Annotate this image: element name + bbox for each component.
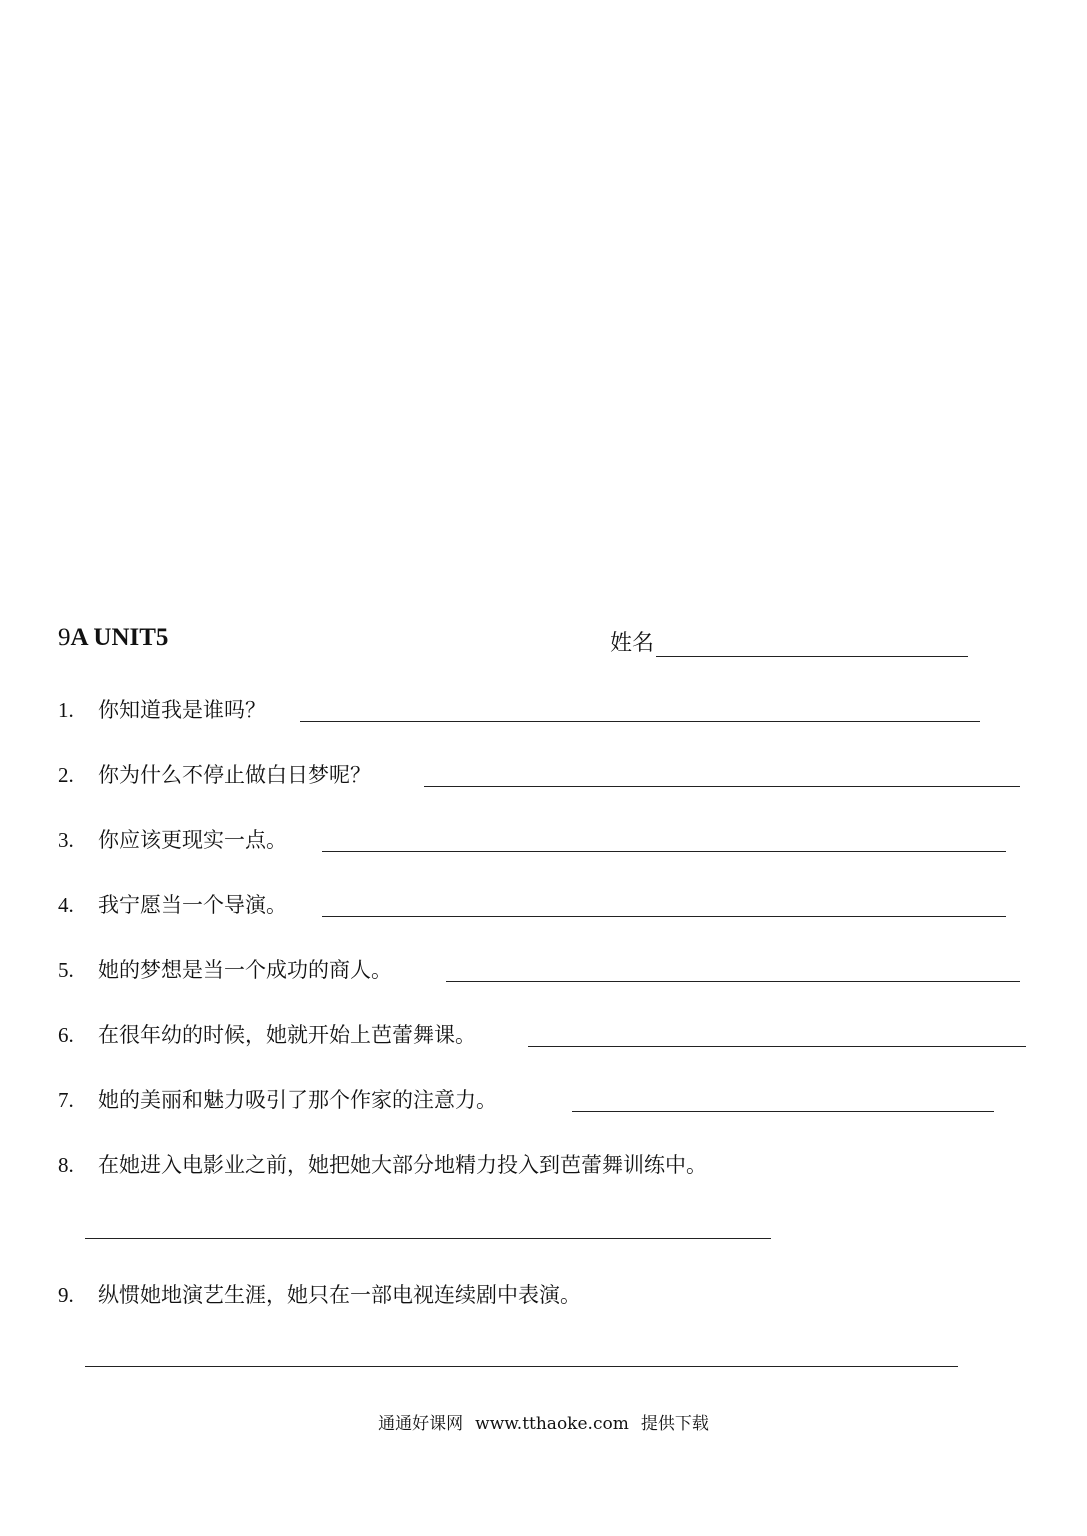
answer-blank-1[interactable]	[300, 721, 980, 722]
question-4	[58, 889, 287, 925]
footer-site-name: 通通好课网	[378, 1414, 464, 1434]
name-field	[610, 626, 968, 657]
question-text: 我宁愿当一个导演。	[98, 893, 287, 917]
question-6	[58, 1019, 476, 1055]
question-text: 你为什么不停止做白日梦呢？	[98, 763, 371, 787]
question-number: 6.	[58, 1023, 74, 1047]
question-2	[58, 759, 371, 795]
question-number: 9.	[58, 1283, 74, 1307]
question-1	[58, 694, 266, 730]
question-number: 3.	[58, 828, 74, 852]
question-7	[58, 1084, 497, 1120]
footer	[0, 1409, 1087, 1434]
answer-blank-7[interactable]	[572, 1111, 994, 1112]
question-text: 她的梦想是当一个成功的商人。	[98, 958, 392, 982]
question-text: 在很年幼的时候，她就开始上芭蕾舞课。	[98, 1023, 476, 1047]
answer-blank-3[interactable]	[322, 851, 1006, 852]
question-text: 在她进入电影业之前，她把她大部分地精力投入到芭蕾舞训练中。	[98, 1153, 707, 1177]
question-9	[58, 1279, 581, 1315]
name-blank-line[interactable]	[656, 630, 968, 657]
footer-suffix: 提供下载	[640, 1414, 709, 1434]
answer-blank-5[interactable]	[446, 981, 1020, 982]
answer-blank-4[interactable]	[322, 916, 1006, 917]
question-5	[58, 954, 392, 990]
answer-blank-2[interactable]	[424, 786, 1020, 787]
question-text: 纵惯她地演艺生涯，她只在一部电视连续剧中表演。	[98, 1283, 581, 1307]
question-text: 你应该更现实一点。	[98, 828, 287, 852]
question-number: 7.	[58, 1088, 74, 1112]
question-8	[58, 1149, 707, 1185]
answer-blank-6[interactable]	[528, 1046, 1026, 1047]
question-text: 你知道我是谁吗？	[98, 698, 266, 722]
title-prefix: 9	[58, 624, 71, 651]
question-number: 2.	[58, 763, 74, 787]
question-number: 8.	[58, 1153, 74, 1177]
question-number: 1.	[58, 698, 74, 722]
question-3	[58, 824, 287, 860]
answer-line-8[interactable]	[85, 1238, 771, 1239]
unit-title	[58, 624, 168, 652]
question-text: 她的美丽和魅力吸引了那个作家的注意力。	[98, 1088, 497, 1112]
worksheet-header	[58, 624, 978, 664]
question-number: 5.	[58, 958, 74, 982]
answer-line-9[interactable]	[85, 1366, 958, 1367]
title-main: A UNIT5	[70, 624, 169, 651]
name-label: 姓名	[610, 631, 655, 656]
footer-url[interactable]: www.tthaoke.com	[475, 1414, 629, 1434]
question-number: 4.	[58, 893, 74, 917]
